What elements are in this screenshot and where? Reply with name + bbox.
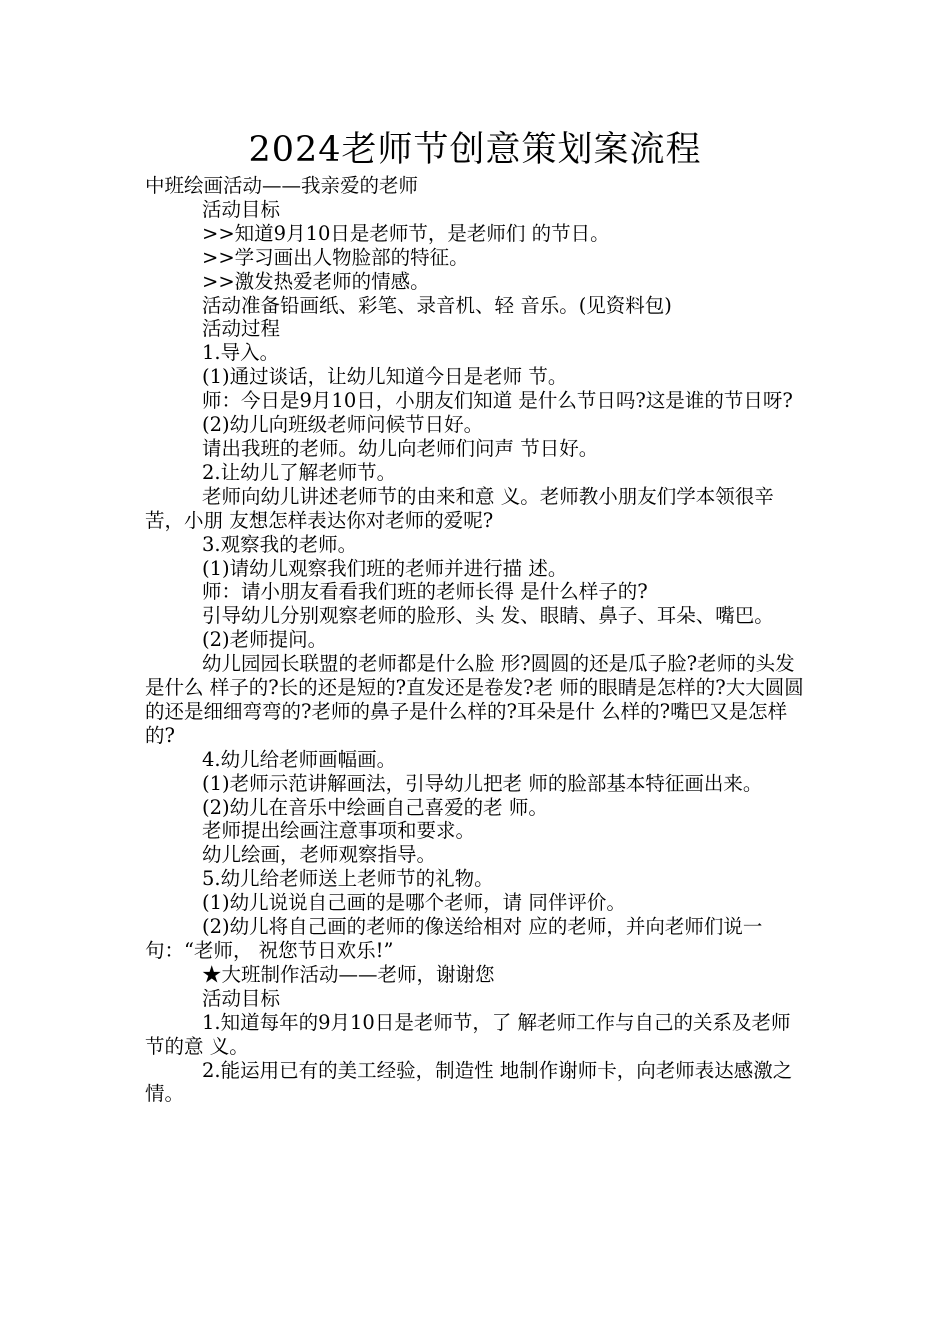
paragraph: 2.让幼儿了解老师节。 — [202, 460, 397, 484]
paragraph: 4.幼儿给老师画幅画。 — [202, 747, 397, 771]
paragraph: >>激发热爱老师的情感。 — [202, 269, 430, 293]
paragraph: (2)幼儿在音乐中绘画自己喜爱的老 师。 — [202, 795, 548, 819]
paragraph: (1)请幼儿观察我们班的老师并进行描 述。 — [202, 556, 568, 580]
paragraph: >>知道9月10日是老师节，是老师们 的节日。 — [202, 221, 610, 245]
paragraph: (2)幼儿将自己画的老师的像送给相对 应的老师，并向老师们说一句：“老师， 祝您节日欢乐!” — [145, 915, 763, 962]
paragraph: 1.知道每年的9月10日是老师节，了 解老师工作与自己的关系及老师节的意 义。 — [145, 1010, 791, 1058]
paragraph: (1)老师示范讲解画法，引导幼儿把老 师的脸部基本特征画出来。 — [202, 771, 763, 795]
paragraph: 幼儿绘画，老师观察指导。 — [202, 843, 437, 867]
document-body — [145, 174, 809, 1106]
paragraph: 活动准备铅画纸、彩笔、录音机、轻 音乐。(见资料包) — [202, 293, 672, 317]
paragraph: 2.能运用已有的美工经验，制造性 地制作谢师卡，向老师表达感激之情。 — [145, 1058, 793, 1106]
paragraph: 师：请小朋友看看我们班的老师长得 是什么样子的? — [202, 580, 648, 604]
paragraph: 老师向幼儿讲述老师节的由来和意 义。老师教小朋友们学本领很辛苦，小朋 友想怎样表达你对老师的爱呢? — [145, 484, 774, 532]
paragraph: 师：今日是9月10日，小朋友们知道 是什么节日吗?这是谁的节日呀? — [202, 389, 793, 413]
paragraph: 引导幼儿分别观察老师的脸形、头 发、眼睛、鼻子、耳朵、嘴巴。 — [202, 604, 774, 628]
paragraph: 5.幼儿给老师送上老师节的礼物。 — [202, 867, 494, 891]
section-heading: ★大班制作活动——老师，谢谢您 — [202, 962, 495, 986]
paragraph: 3.观察我的老师。 — [202, 532, 358, 556]
section-heading: 中班绘画活动——我亲爱的老师 — [145, 174, 419, 197]
paragraph: (2)幼儿向班级老师问候节日好。 — [202, 413, 484, 437]
paragraph: (2)老师提问。 — [202, 628, 328, 652]
paragraph: (1)幼儿说说自己画的是哪个老师，请 同伴评价。 — [202, 891, 626, 915]
document-title: 2024老师节创意策划案流程 — [248, 130, 702, 170]
paragraph: 活动过程 — [202, 317, 281, 341]
paragraph: 幼儿园园长联盟的老师都是什么脸 形?圆圆的还是瓜子脸?老师的头发是什么 样子的?长的还是短的?直发还是卷发?老 师的眼睛是怎样的?大大圆圆的还是细细弯弯的?老师的鼻子是什么样的?耳朵是什 么样的?嘴巴又是怎样的? — [145, 652, 804, 747]
paragraph: 活动目标 — [202, 986, 281, 1010]
paragraph: 1.导入。 — [202, 341, 280, 365]
paragraph: 请出我班的老师。幼儿向老师们问声 节日好。 — [202, 436, 599, 460]
paragraph: >>学习画出人物脸部的特征。 — [202, 245, 469, 269]
paragraph: (1)通过谈话，让幼儿知道今日是老师 节。 — [202, 365, 568, 389]
paragraph: 活动目标 — [202, 197, 281, 221]
paragraph: 老师提出绘画注意事项和要求。 — [202, 819, 476, 843]
